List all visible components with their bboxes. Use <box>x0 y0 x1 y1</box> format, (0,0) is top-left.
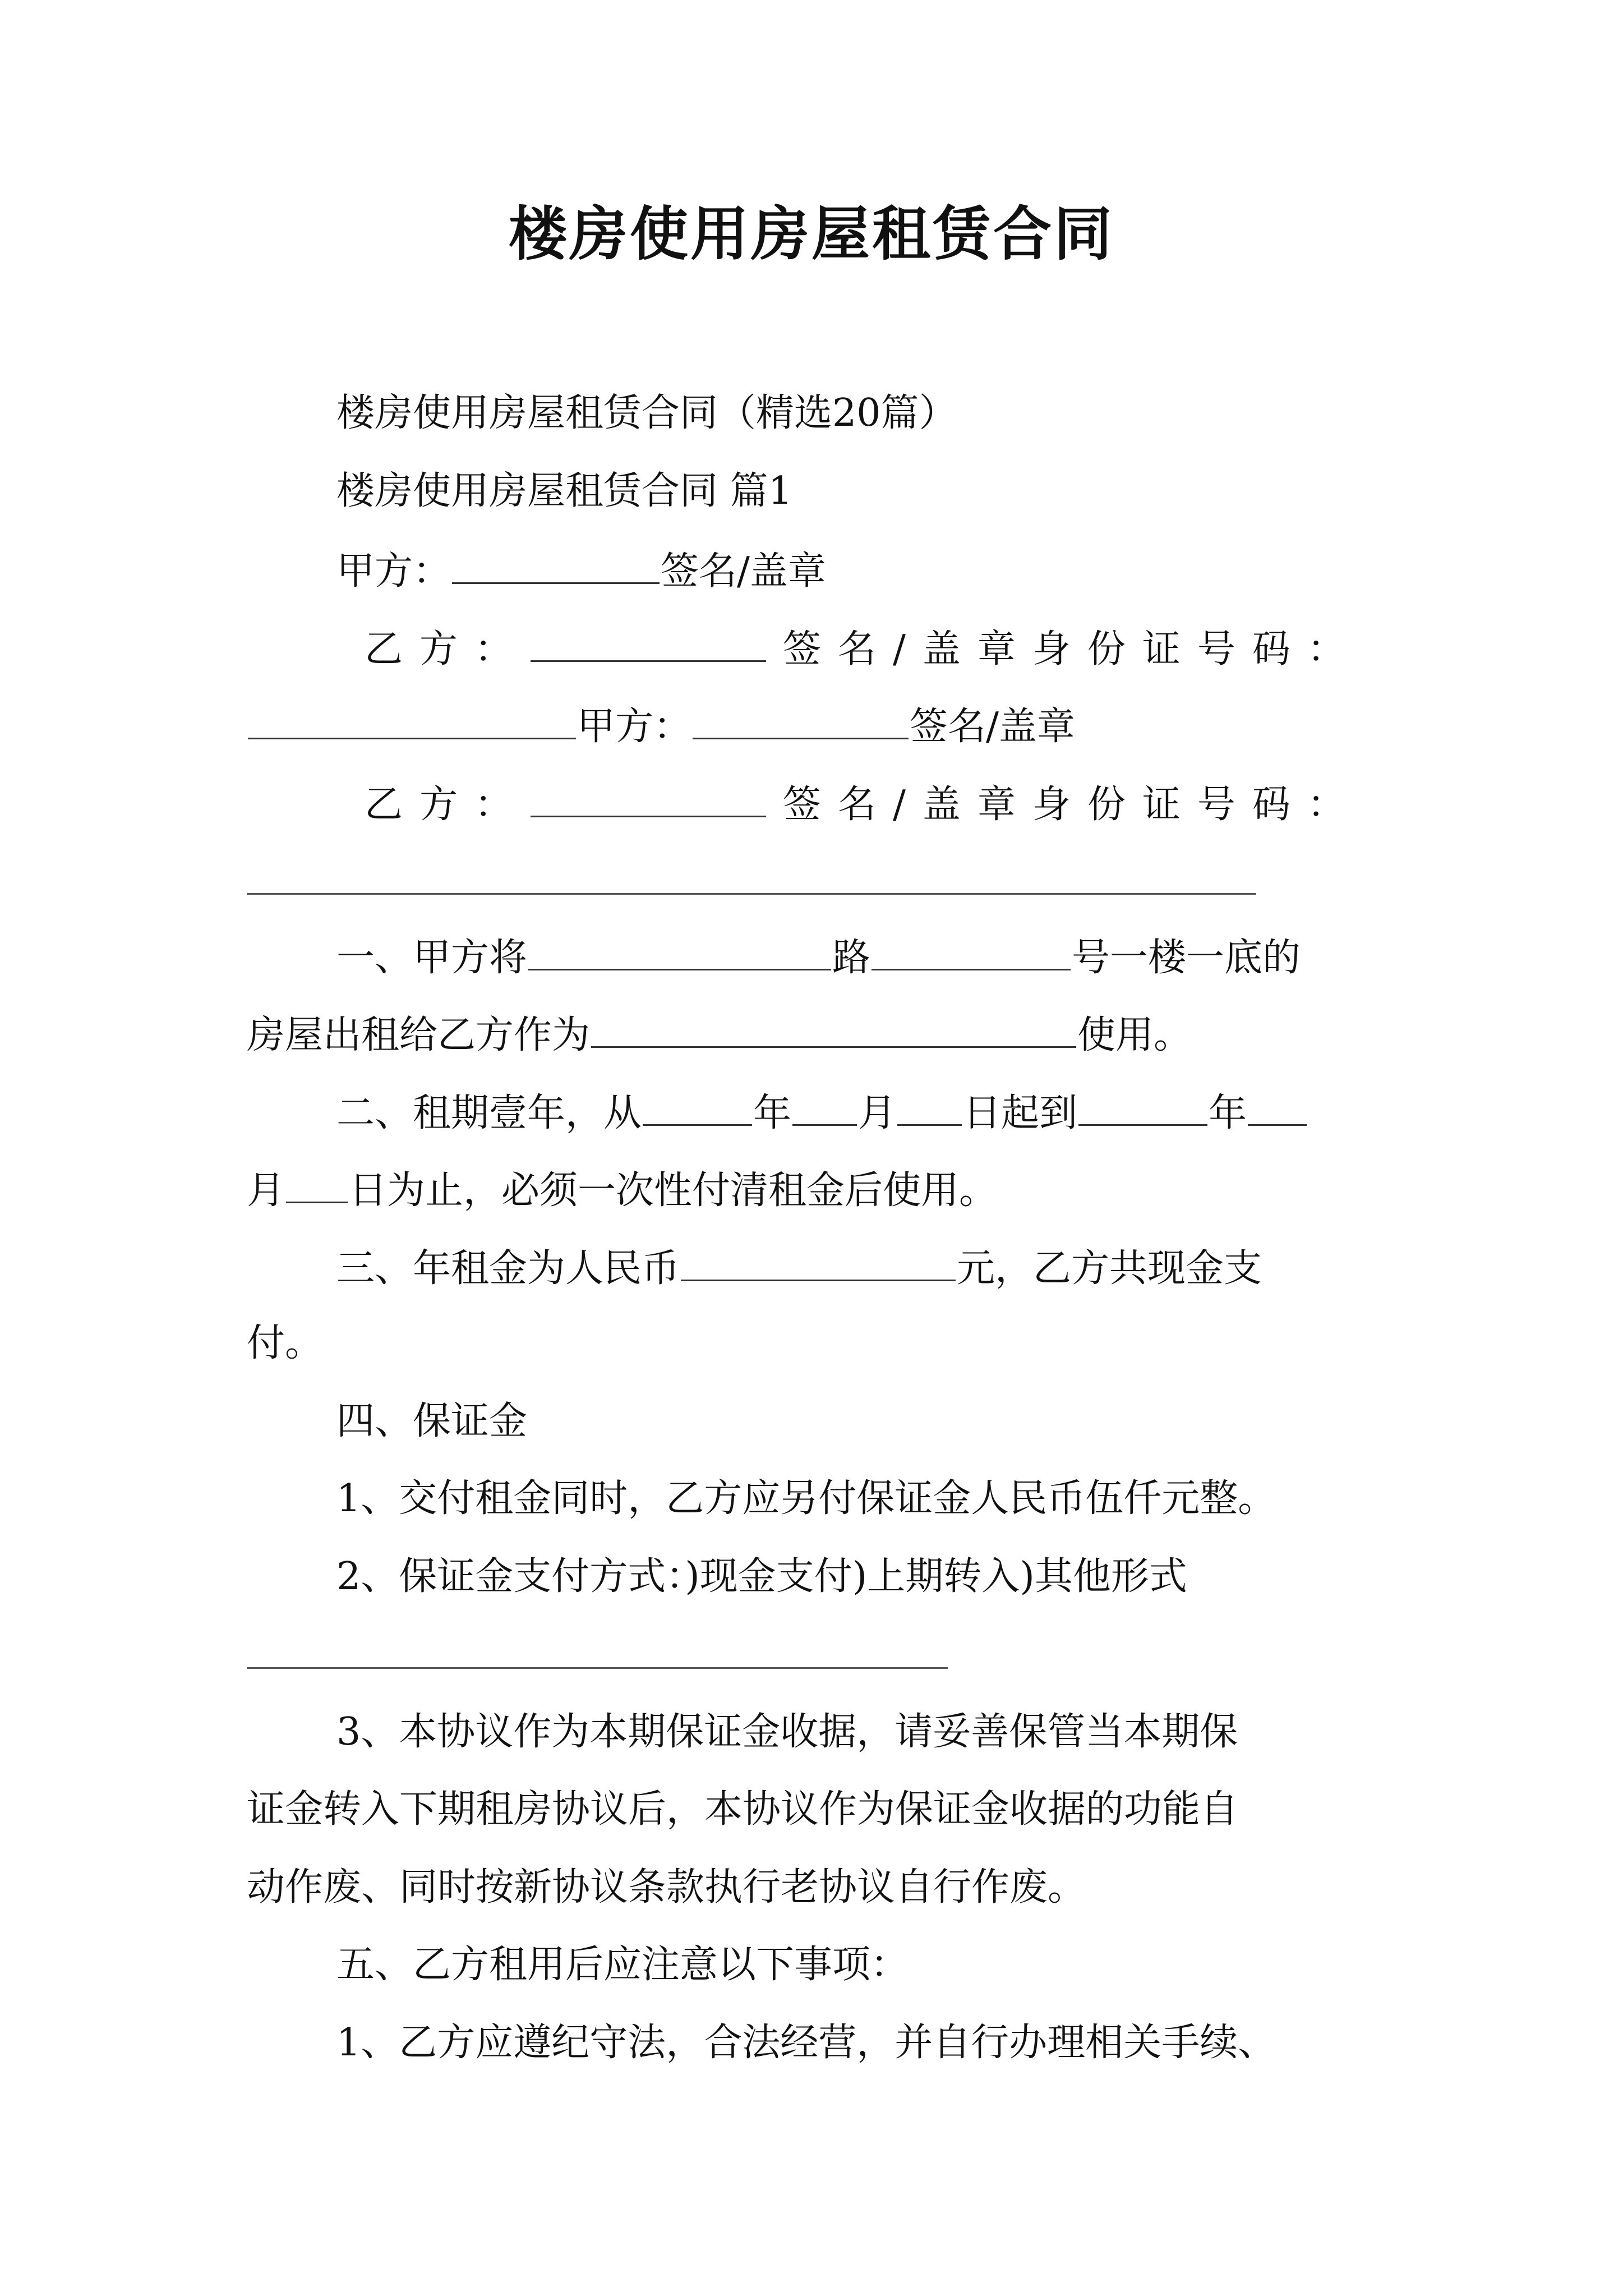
sign-seal-id-label: 签名/盖章身份证号码： <box>783 627 1362 671</box>
clause-4-item-2: 2、保证金支付方式：)现金支付)上期转入)其他形式 <box>336 1554 1187 1599</box>
end-day-blank[interactable] <box>286 1169 348 1203</box>
signature-line-c <box>247 705 1075 749</box>
rent-amount-blank[interactable] <box>681 1247 956 1281</box>
party-b-blank[interactable] <box>531 628 766 662</box>
clause-4-heading: 四、保证金 <box>336 1399 528 1443</box>
clause-1-text-d: 房屋出租给乙方作为 <box>247 1013 591 1057</box>
party-a-blank-2[interactable] <box>693 705 909 739</box>
clause-2-month-1: 月 <box>858 1091 897 1135</box>
clause-1-text-a: 一、甲方将 <box>336 936 528 980</box>
other-form-rule <box>247 1667 948 1669</box>
clause-3-text-a: 三、年租金为人民币 <box>336 1246 680 1291</box>
end-year-blank[interactable] <box>1078 1092 1207 1126</box>
clause-3-line-2: 付。 <box>247 1321 324 1365</box>
clause-2-year-2: 年 <box>1209 1091 1247 1135</box>
clause-5-heading: 五、乙方租用后应注意以下事项： <box>336 1943 909 1987</box>
party-b-label: 乙方： <box>365 627 530 671</box>
clause-2-text-end: 日为止，必须一次性付清租金后使用。 <box>349 1168 998 1213</box>
clause-5-item-1: 1、乙方应遵纪守法，合法经营，并自行办理相关手续、 <box>336 2021 1276 2065</box>
sign-seal-label-2: 签名/盖章 <box>910 705 1075 749</box>
party-b-blank-2[interactable] <box>531 783 766 817</box>
usage-blank[interactable] <box>591 1014 1076 1048</box>
clause-3-line-1 <box>336 1246 1262 1291</box>
clause-1-text-e: 使用。 <box>1077 1013 1192 1057</box>
start-month-blank[interactable] <box>792 1092 857 1126</box>
number-blank[interactable] <box>872 936 1071 970</box>
clause-1-line-1 <box>336 936 1301 980</box>
sign-seal-id-label-2: 签名/盖章身份证号码： <box>783 783 1362 827</box>
clause-3-text-b: 元，乙方共现金支 <box>957 1246 1262 1291</box>
signature-line-a <box>336 550 826 591</box>
document-title: 楼房使用房屋租赁合同 <box>508 199 1114 268</box>
road-blank[interactable] <box>528 936 831 970</box>
clause-4-item-3-line-1: 3、本协议作为本期保证金收据，请妥善保管当本期保 <box>336 1710 1238 1754</box>
clause-4-item-3-line-3: 动作废、同时按新协议条款执行老协议自行作废。 <box>247 1865 1086 1910</box>
clause-2-year-1: 年 <box>753 1091 792 1135</box>
sign-seal-label: 签名/盖章 <box>661 549 826 593</box>
end-month-blank-a[interactable] <box>1248 1092 1307 1126</box>
start-day-blank[interactable] <box>897 1092 962 1126</box>
party-a-label: 甲方： <box>336 549 451 593</box>
id-number-blank[interactable] <box>248 705 576 739</box>
party-a-label-2: 甲方： <box>577 705 692 749</box>
clause-4-item-3-line-2: 证金转入下期租房协议后，本协议作为保证金收据的功能自 <box>247 1787 1239 1832</box>
party-a-blank[interactable] <box>452 550 660 584</box>
clause-2-day-1: 日起到 <box>963 1091 1078 1135</box>
party-b-label-2: 乙方： <box>365 783 530 827</box>
signature-line-d <box>365 783 1362 827</box>
subtitle: 楼房使用房屋租赁合同（精选20篇） <box>336 391 957 435</box>
clause-1-text-b: 路 <box>832 936 871 980</box>
clause-1-line-2 <box>247 1014 1192 1055</box>
clause-2-line-2 <box>247 1168 998 1213</box>
clause-2-text-a: 二、租期壹年，从 <box>336 1091 642 1135</box>
clause-2-line-1 <box>336 1092 1308 1133</box>
clause-1-text-c: 号一楼一底的 <box>1072 936 1301 980</box>
start-year-blank[interactable] <box>643 1092 752 1126</box>
signature-line-b <box>365 628 1362 669</box>
id-number-rule <box>247 893 1256 895</box>
section-heading: 楼房使用房屋租赁合同 篇1 <box>336 469 792 513</box>
clause-2-month-2: 月 <box>247 1168 285 1213</box>
clause-4-item-1: 1、交付租金同时，乙方应另付保证金人民币伍仟元整。 <box>336 1476 1276 1521</box>
